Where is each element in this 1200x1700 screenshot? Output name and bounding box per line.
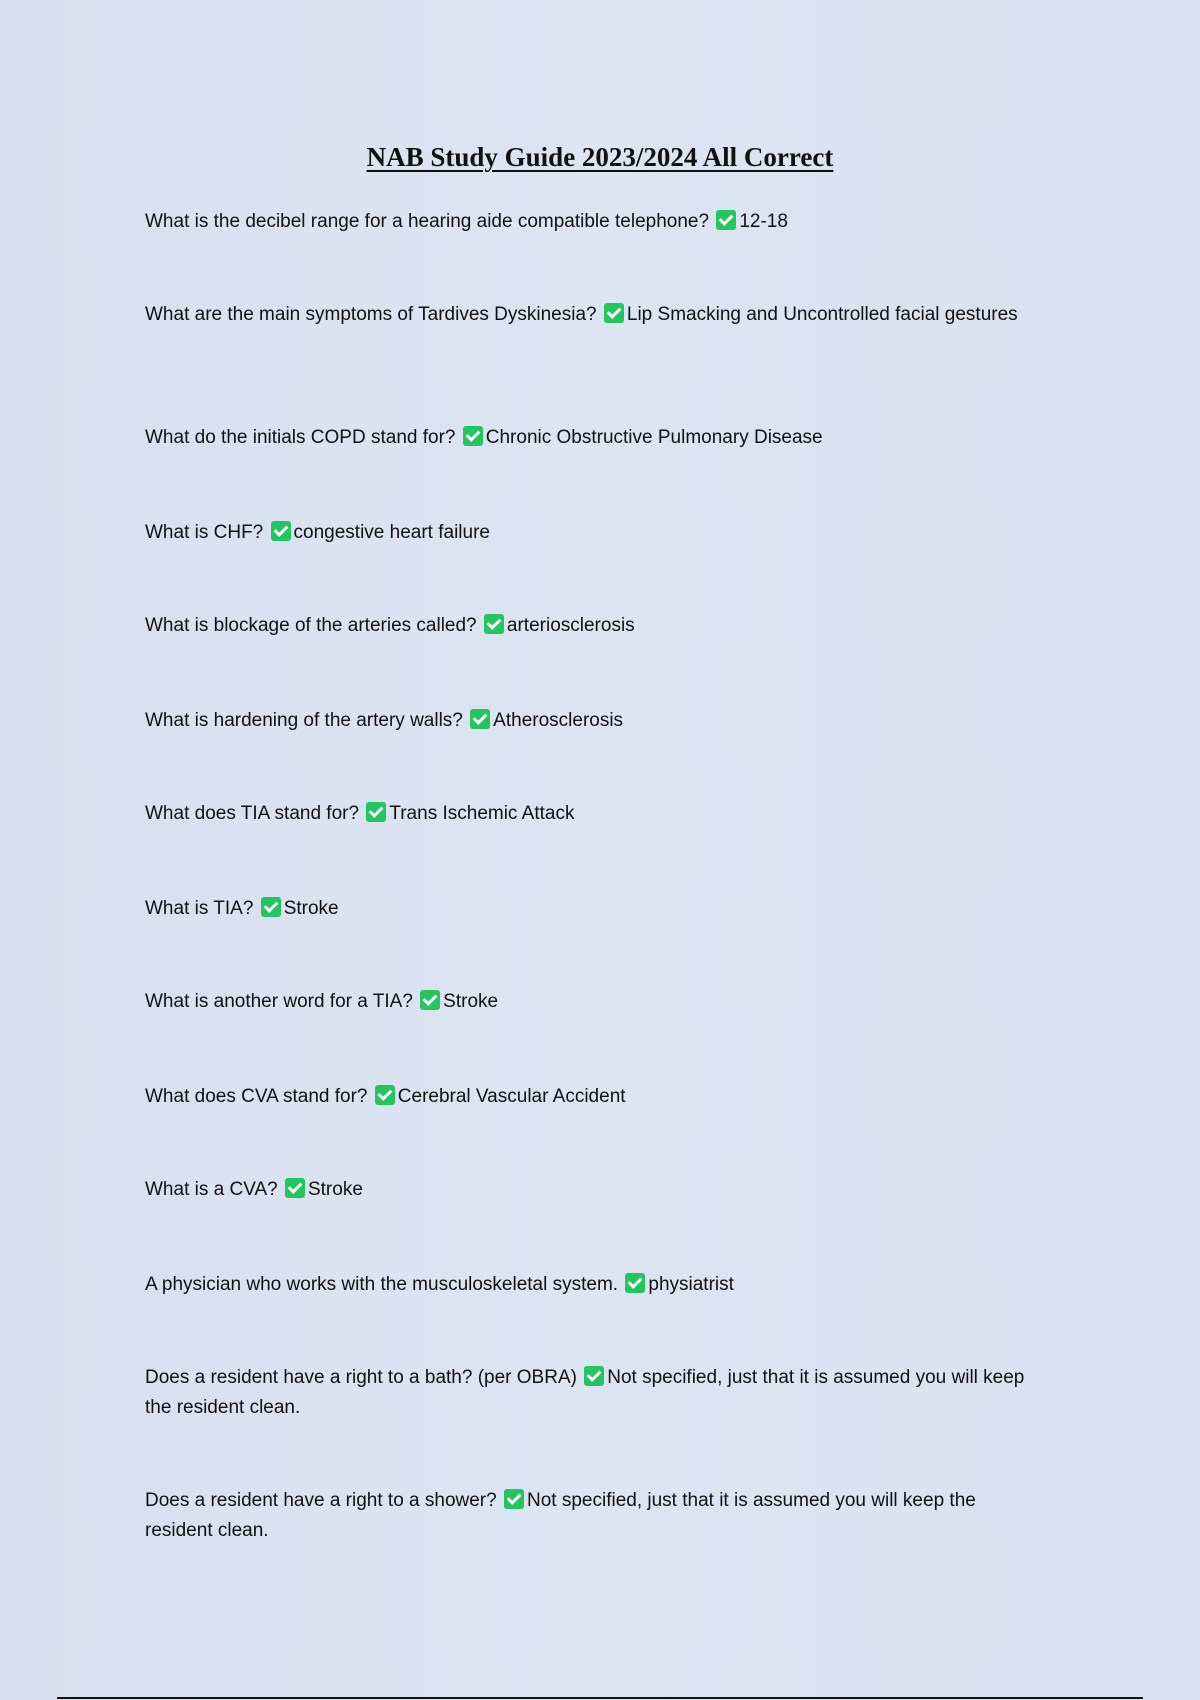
check-icon bbox=[584, 1366, 604, 1386]
qa-item bbox=[145, 799, 1045, 829]
answer-text: arteriosclerosis bbox=[506, 615, 635, 636]
question-text: What is the decibel range for a hearing aide compatible telephone? bbox=[145, 211, 710, 232]
qa-item bbox=[145, 987, 1045, 1017]
qa-item bbox=[145, 706, 1045, 736]
check-icon bbox=[285, 1178, 305, 1198]
qa-item bbox=[145, 611, 1045, 641]
question-text: What does CVA stand for? bbox=[145, 1086, 368, 1107]
question-text: What is another word for a TIA? bbox=[145, 991, 413, 1012]
question-text: Does a resident have a right to a bath? (per OBRA) bbox=[145, 1367, 577, 1388]
footer-divider bbox=[57, 1697, 1143, 1699]
answer-text: Cerebral Vascular Accident bbox=[397, 1086, 626, 1107]
answer-text: Stroke bbox=[443, 991, 499, 1012]
qa-item bbox=[145, 894, 1045, 924]
question-text: What do the initials COPD stand for? bbox=[145, 427, 456, 448]
qa-item bbox=[145, 423, 1045, 453]
question-text: What is TIA? bbox=[145, 898, 254, 919]
answer-text: Not specified, just that it is assumed you will keep the resident clean. bbox=[145, 1367, 1025, 1418]
check-icon bbox=[375, 1085, 395, 1105]
check-icon bbox=[470, 709, 490, 729]
check-icon bbox=[625, 1273, 645, 1293]
answer-text: Trans Ischemic Attack bbox=[389, 803, 575, 824]
question-text: What is hardening of the artery walls? bbox=[145, 710, 463, 731]
check-icon bbox=[484, 614, 504, 634]
qa-item bbox=[145, 207, 1045, 237]
answer-text: 12-18 bbox=[739, 211, 788, 232]
question-text: What is CHF? bbox=[145, 522, 264, 543]
qa-item bbox=[145, 1363, 1045, 1423]
question-text: What does TIA stand for? bbox=[145, 803, 360, 824]
answer-text: Stroke bbox=[307, 1179, 363, 1200]
qa-item bbox=[145, 1486, 1045, 1546]
answer-text: Lip Smacking and Uncontrolled facial gestures bbox=[626, 304, 1018, 325]
answer-text: Chronic Obstructive Pulmonary Disease bbox=[485, 427, 823, 448]
question-text: What is blockage of the arteries called? bbox=[145, 615, 477, 636]
answer-text: Not specified, just that it is assumed you will keep the resident clean. bbox=[145, 1490, 976, 1541]
qa-item bbox=[145, 1175, 1045, 1205]
answer-text: physiatrist bbox=[648, 1274, 734, 1295]
check-icon bbox=[271, 521, 291, 541]
qa-item bbox=[145, 518, 1045, 548]
qa-item bbox=[145, 1082, 1045, 1112]
question-text: What are the main symptoms of Tardives Dyskinesia? bbox=[145, 304, 597, 325]
page-title: NAB Study Guide 2023/2024 All Correct bbox=[366, 142, 834, 172]
question-text: A physician who works with the musculoskeletal system. bbox=[145, 1274, 619, 1295]
question-text: What is a CVA? bbox=[145, 1179, 278, 1200]
qa-item bbox=[145, 300, 1045, 330]
question-text: Does a resident have a right to a shower? bbox=[145, 1490, 497, 1511]
answer-text: congestive heart failure bbox=[293, 522, 490, 543]
qa-item bbox=[145, 1270, 1045, 1300]
check-icon bbox=[604, 303, 624, 323]
check-icon bbox=[366, 802, 386, 822]
check-icon bbox=[463, 426, 483, 446]
check-icon bbox=[261, 897, 281, 917]
answer-text: Atherosclerosis bbox=[493, 710, 624, 731]
answer-text: Stroke bbox=[283, 898, 339, 919]
check-icon bbox=[504, 1489, 524, 1509]
check-icon bbox=[420, 990, 440, 1010]
check-icon bbox=[716, 210, 736, 230]
